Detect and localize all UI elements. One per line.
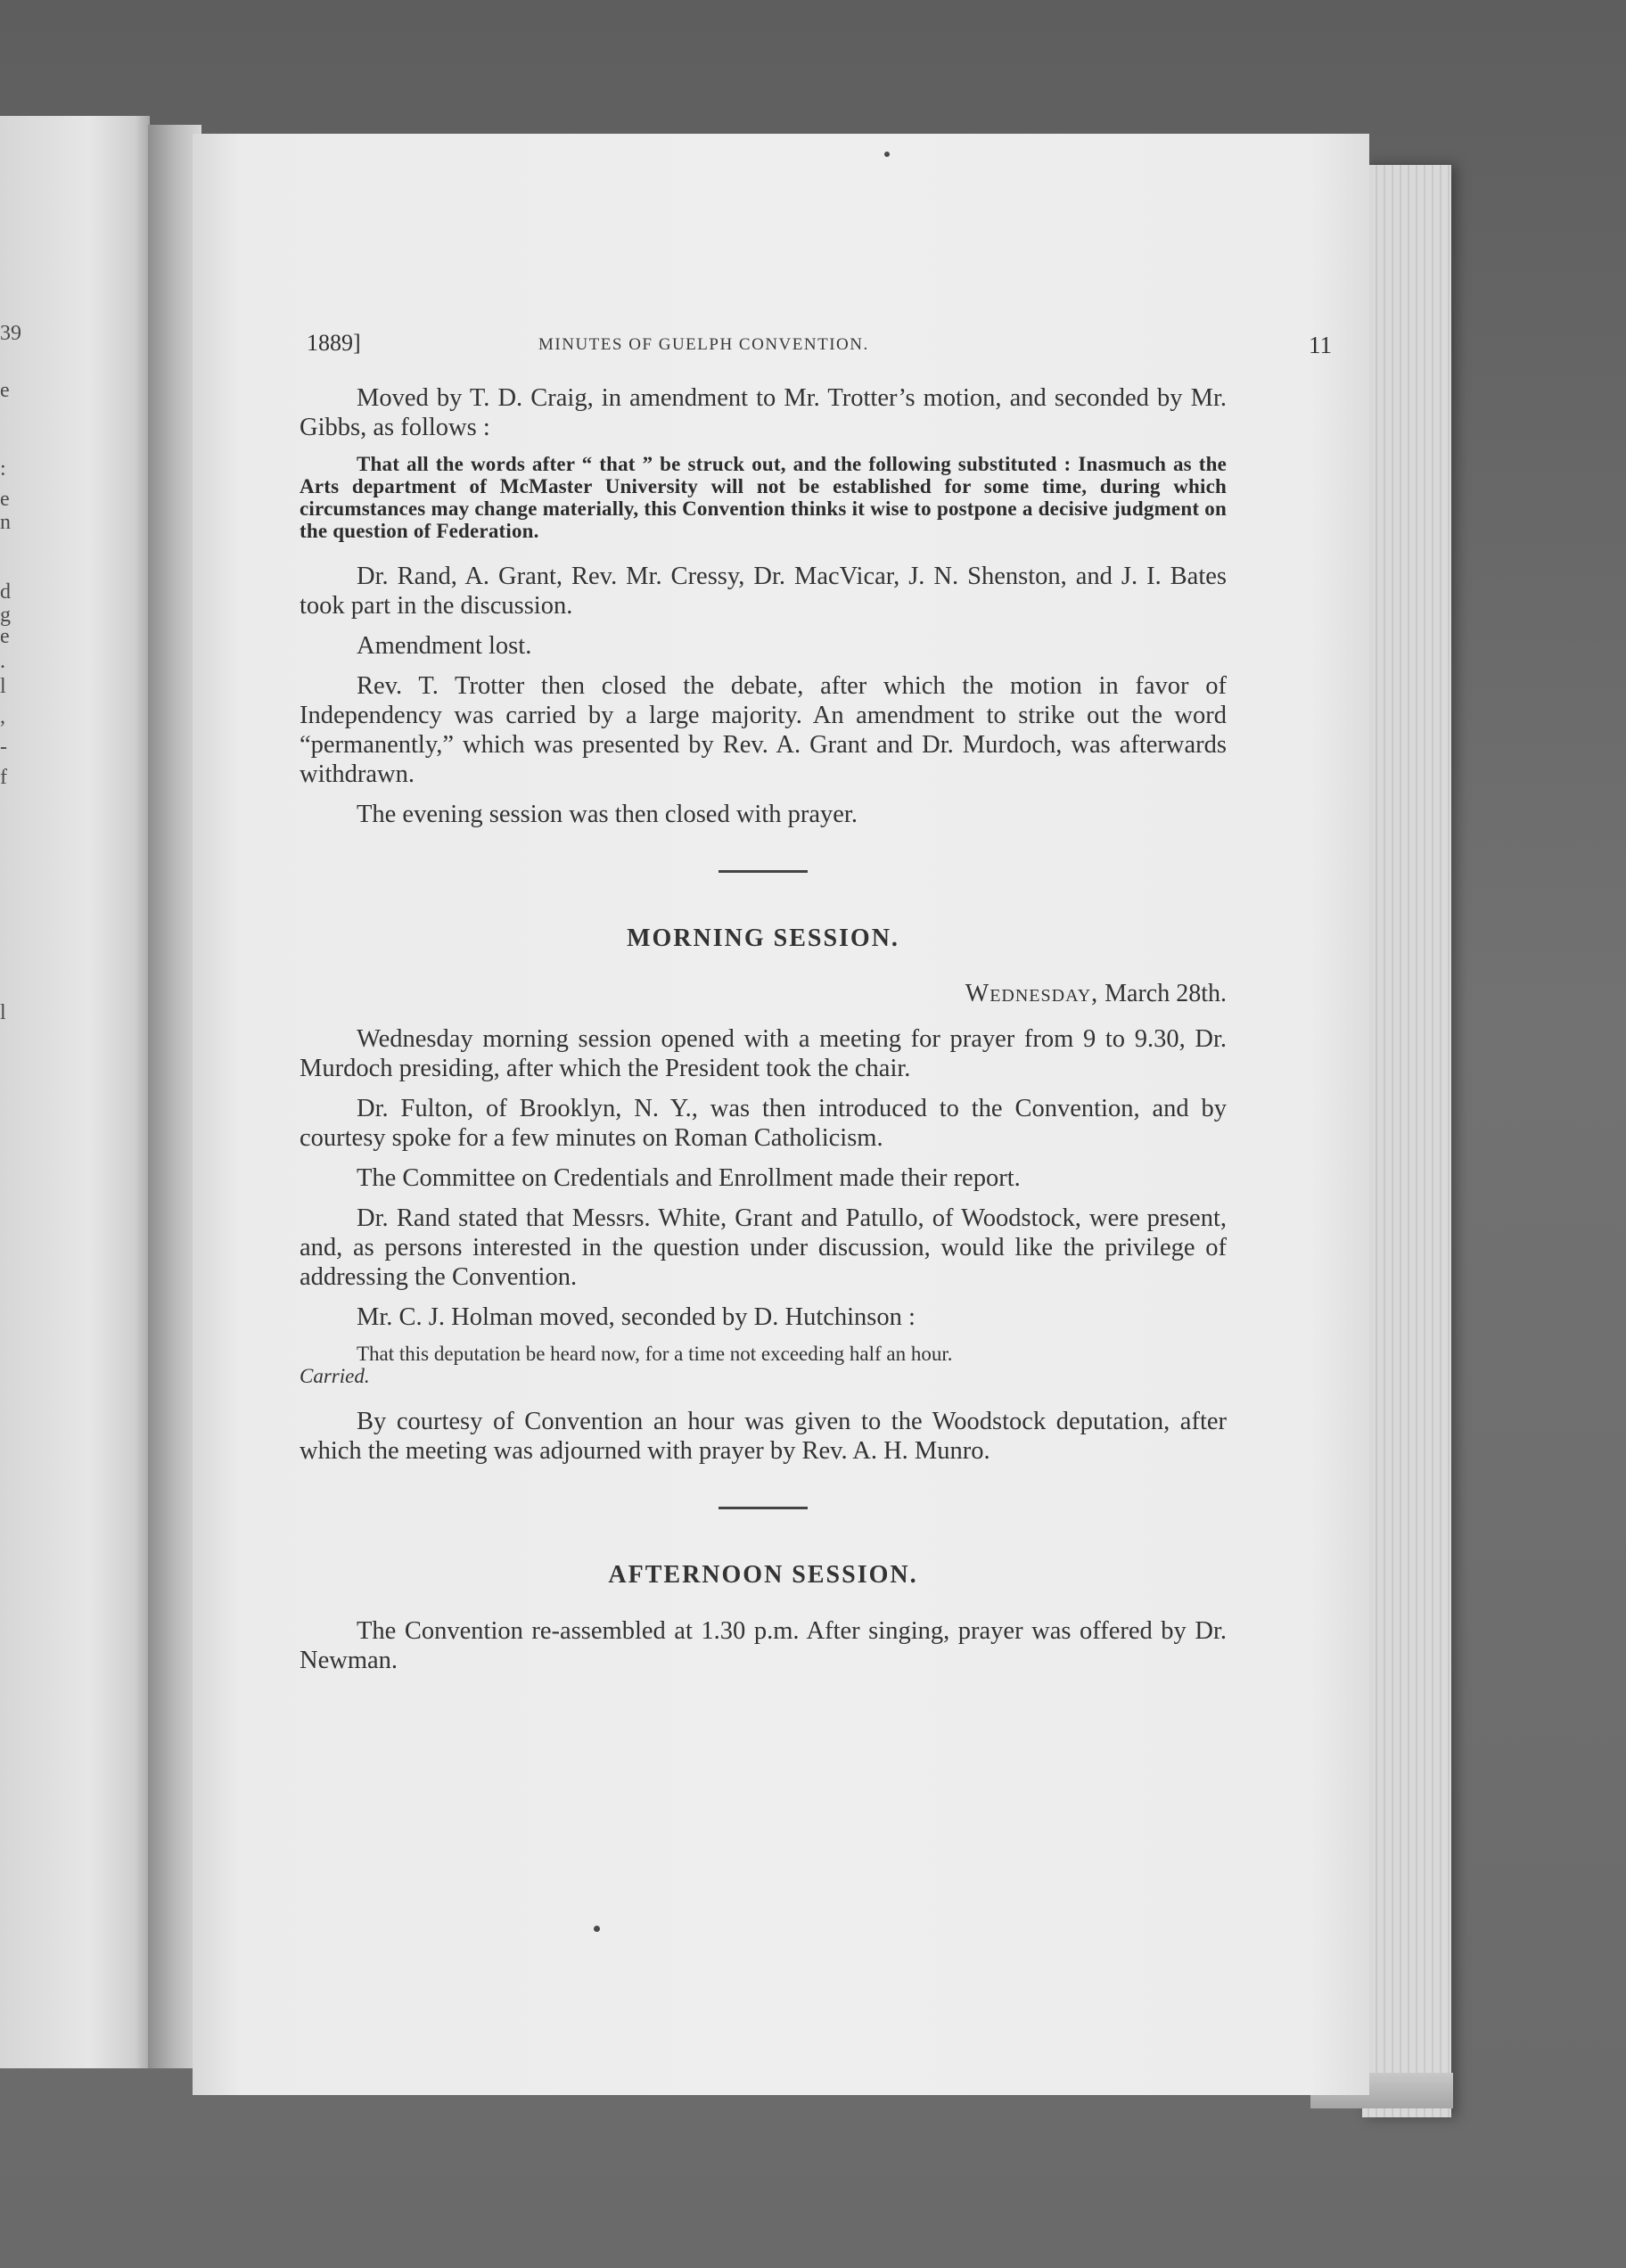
paragraph-dr-fulton: Dr. Fulton, of Brooklyn, N. Y., was then introduced to the Convention, and by courtesy spoke for a few minutes on Roman Catholicism. — [300, 1095, 1227, 1152]
book-page — [193, 134, 1369, 2095]
deputation-resolution-text: That this deputation be heard now, for a time not exceeding half an hour. — [357, 1343, 953, 1365]
paragraph-evening-closed: The evening session was then closed with prayer. — [357, 801, 858, 828]
paragraph-woodstock: Dr. Rand stated that Messrs. White, Grant and Patullo, of Woodstock, were present, and, as persons interested in the question under discussion, would like the privilege of addressing the Convention. — [300, 1204, 1227, 1291]
left-page-fragment: l — [0, 1001, 6, 1024]
paragraph-amendment-lost: Amendment lost. — [357, 632, 532, 660]
left-page-fragment: - — [0, 735, 7, 759]
paragraph-holman-motion: Mr. C. J. Holman moved, seconded by D. Hutchinson : — [357, 1303, 916, 1331]
left-page-fragment: l — [0, 675, 6, 698]
left-page-fragment: e — [0, 379, 10, 402]
page-stack-edge — [1362, 165, 1451, 2117]
section-divider — [719, 870, 808, 873]
afternoon-session-heading: AFTERNOON SESSION. — [608, 1561, 918, 1589]
left-page-fragment: g — [0, 604, 11, 627]
dateline-day: Wednesday, — [965, 980, 1099, 1007]
left-page-fragment: n — [0, 511, 11, 534]
dateline — [300, 980, 1227, 1008]
dust-speck — [884, 152, 890, 157]
paragraph-debate-closed: Rev. T. Trotter then closed the debate, after which the motion in favor of Independency was carried by a large majority. An amendment to strike out the word “permanently,” which was presented by Rev. A. Grant and Dr. Murdoch, was afterwards withdrawn. — [300, 672, 1227, 788]
paragraph-credentials: The Committee on Credentials and Enrollment made their report. — [357, 1164, 1021, 1192]
paragraph-discussion: Dr. Rand, A. Grant, Rev. Mr. Cressy, Dr. MacVicar, J. N. Shenston, and J. I. Bates took part in the discussion. — [300, 563, 1227, 620]
page-number: 11 — [1309, 332, 1332, 358]
left-page-fragment: , — [0, 705, 5, 728]
left-page-fragment: : — [0, 457, 6, 481]
paragraph-deputation-heard: By courtesy of Convention an hour was given to the Woodstock deputation, after which the meeting was adjourned with prayer by Rev. A. H. Munro. — [300, 1408, 1227, 1465]
left-page-fragment: . — [0, 650, 5, 673]
running-head — [307, 330, 1332, 366]
left-page-fragment: e — [0, 488, 10, 511]
left-page-fragment: d — [0, 580, 11, 604]
carried-label: Carried. — [300, 1365, 370, 1387]
paragraph-morning-opened: Wednesday morning session opened with a meeting for prayer from 9 to 9.30, Dr. Murdoch presiding, after which the President took the chair. — [300, 1025, 1227, 1082]
dateline-date: March 28th. — [1098, 980, 1227, 1007]
paragraph-amendment-motion: Moved by T. D. Craig, in amendment to Mr. Trotter’s motion, and seconded by Mr. Gibbs, as follows : — [300, 384, 1227, 441]
left-page-fragment: 39 — [0, 322, 21, 345]
left-page-fragment: f — [0, 766, 7, 789]
deputation-resolution — [300, 1343, 1227, 1387]
paragraph-afternoon: The Convention re-assembled at 1.30 p.m. After singing, prayer was offered by Dr. Newman. — [300, 1617, 1227, 1674]
header-title: MINUTES OF GUELPH CONVENTION. — [538, 335, 869, 354]
morning-session-heading: MORNING SESSION. — [627, 924, 899, 952]
section-divider — [719, 1507, 808, 1509]
amendment-text: That all the words after “ that ” be struck out, and the following substituted : Inasmuch as the Arts department of McMaster University will not be established for some time, during which circumstances may change materially, this Convention thinks it wise to postpone a decisive judgment on the question of Federation. — [300, 453, 1227, 542]
left-page-fragment: e — [0, 625, 10, 648]
dust-speck — [594, 1926, 600, 1932]
header-year: 1889] — [307, 330, 361, 356]
page-body — [300, 383, 1227, 1686]
left-page-edge — [0, 116, 150, 2068]
